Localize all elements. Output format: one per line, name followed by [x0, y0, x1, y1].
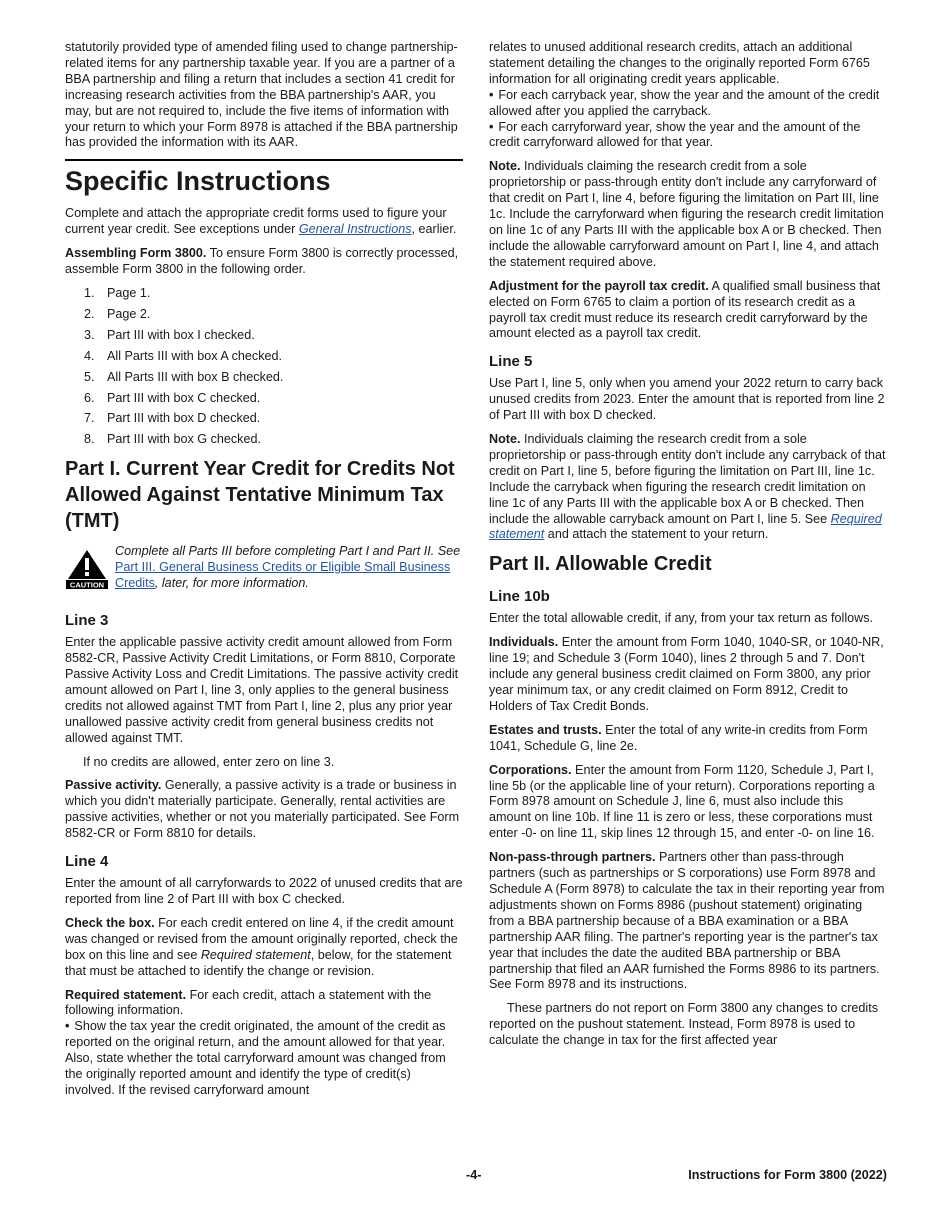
- required-statement-link[interactable]: Required statement: [489, 511, 882, 542]
- required-bullet-2: • For each carryback year, show the year and the amount of the credit allowed after you applied the carryback.: [489, 88, 887, 120]
- line4-paragraph: Enter the amount of all carryforwards to 2022 of unused credits that are reported from line 2 of Part III with box C checked.: [65, 876, 463, 906]
- list-item: 5. All Parts III with box B checked.: [84, 369, 284, 384]
- caution-label: CAUTION: [69, 580, 105, 590]
- line5-heading: Line 5: [489, 353, 533, 371]
- specific-instructions-heading: Specific Instructions: [65, 159, 463, 198]
- part3-link[interactable]: Part III. General Business Credits or Eligible Small Business Credits: [115, 560, 451, 591]
- assembling-paragraph: Assembling Form 3800. To ensure Form 3800 is correctly processed, assemble Form 3800 in the following order.: [65, 246, 459, 277]
- required-bullet-1: • Show the tax year the credit originated, the amount of the credit as reported on the original return, and the amount allowed for that year. Also, state whether the total carryforward amount was changed from the originally reported amount and identify the type of credit(s) involved. If the revised carryforward amount: [65, 1019, 463, 1099]
- right-column: [489, 40, 887, 1057]
- required-statement-paragraph: Required statement. For each credit, attach a statement with the following information.: [65, 987, 432, 1018]
- list-item: 6. Part III with box C checked.: [84, 390, 261, 405]
- non-pass-through-paragraph: Non-pass-through partners. Partners other than pass-through partners (such as partnerships or S corporations) use Form 8978 and Schedule A (Form 8978) to calculate the tax in their reporting year from adjustments shown on Forms 8986 (pushout statement) originating from a BBA partnership because of a BBA examination or a BBA partnership AAR filing. The partner's reporting year is the partner's tax year that includes the date the audited BBA partnership or BBA partnership that filed an AAR furnished the Forms 8986 to its partners. See Form 8978 and its instructions.: [489, 850, 885, 992]
- line10b-heading: Line 10b: [489, 588, 550, 606]
- list-item: 7. Part III with box D checked.: [84, 411, 261, 426]
- caution-icon: [65, 544, 109, 595]
- left-column: [65, 40, 463, 1107]
- assembly-order-list: [65, 286, 463, 448]
- line10b-paragraph: Enter the total allowable credit, if any, from your tax return as follows.: [489, 611, 874, 626]
- passive-activity-paragraph: Passive activity. Generally, a passive activity is a trade or business in which you didn't materially participate. Generally, rental activities are passive activities, whether or not you materially participated. See Form 8582-CR or Form 8810 for details.: [65, 778, 460, 841]
- list-item: 8. Part III with box G checked.: [84, 432, 261, 447]
- line3-heading: Line 3: [65, 612, 109, 630]
- part1-heading: Part I. Current Year Credit for Credits Not Allowed Against Tentative Minimum Tax (TMT): [65, 458, 455, 533]
- caution-text: Complete all Parts III before completing Part I and Part II. See Part III. General Business Credits or Eligible Small Business Credits, later, for more information.: [115, 544, 461, 591]
- list-item: 1. Page 1.: [84, 285, 151, 300]
- corporations-paragraph: Corporations. Enter the amount from Form 1120, Schedule J, Part I, line 5b (or the applicable line of your return). Corporations reporting a Form 8978 amount on Schedule J, line 6, must also include this amount on line 10b. If line 11 is zero or less, these corporations must enter -0- on line 11, skip lines 12 through 15, and enter -0- on line 16.: [489, 762, 875, 841]
- list-item: 4. All Parts III with box A checked.: [84, 348, 282, 363]
- required-bullet-3: • For each carryforward year, show the year and the amount of the credit carryforward allowed for that year.: [489, 120, 887, 152]
- continued-paragraph: relates to unused additional research credits, attach an additional statement detailing the changes to the originally reported Form 6765 information for all originating credit years applicable.: [489, 40, 870, 86]
- intro-paragraph: statutorily provided type of amended filing used to change partnership-related items for any partnership taxable year. If you are a partner of a BBA partnership and filing a return that includes a section 41 credit for increasing research activities from the BBA partnership's AAR, you may, but are not required to, include the five items of information with your return to which your Form 8978 is attached if the BBA partnership has provided the information with its AAR.: [65, 40, 458, 150]
- line4-heading: Line 4: [65, 853, 109, 871]
- payroll-paragraph: Adjustment for the payroll tax credit. A qualified small business that elected on Form 6765 to claim a portion of its research credit as a payroll tax credit must reduce its research credit carryforward by the amount elected as a payroll tax credit.: [489, 278, 881, 341]
- page-number: -4-: [466, 1168, 482, 1182]
- general-instructions-link[interactable]: General Instructions: [298, 222, 412, 237]
- estates-paragraph: Estates and trusts. Enter the total of any write-in credits from Form 1041, Schedule G, line 2e.: [489, 722, 868, 753]
- individuals-paragraph: Individuals. Enter the amount from Form 1040, 1040-SR, or 1040-NR, line 19; and Schedule 3 (Form 1040), lines 2 through 5 and 7. Don't include any general business credit claimed on Form 3800, any prior year minimum tax, or any credit claimed on Form 8912, Credit to Holders of Tax Credit Bonds.: [489, 635, 884, 713]
- document-title-footer: Instructions for Form 3800 (2022): [688, 1168, 887, 1182]
- caution-box: [65, 544, 463, 595]
- note2-paragraph: Note. Individuals claiming the research credit from a sole proprietorship or pass-through entity don't include any carryback of that credit on Part I, line 5, before figuring the limitation on Part III, line 1c. Include the carryback when figuring the research credit limitation on line 1c of any Parts III with the applicable box A or B checked. Then include the allowable carryback amount on Part I, line 5. See Required statement and attach the statement to your return.: [489, 432, 886, 542]
- part2-heading: Part II. Allowable Credit: [489, 553, 712, 576]
- specific-paragraph: Complete and attach the appropriate credit forms used to figure your current year credit. See exceptions under General Instructions, earlier.: [65, 206, 457, 237]
- line3-zero-paragraph: If no credits are allowed, enter zero on line 3.: [83, 754, 335, 769]
- last-paragraph: These partners do not report on Form 3800 any changes to credits reported on the pushout statement. Instead, Form 8978 is used to calculate the change in tax for the first affected year: [489, 1001, 879, 1048]
- note1-paragraph: Note. Individuals claiming the research credit from a sole proprietorship or pass-through entity don't include any carryforward of that credit on Part I, line 4, before figuring the limitation on Part III, line 1c. Include the carryforward when figuring the research credit limitation on line 1c of any Parts III with the applicable box A or B checked. Then include the allowable carryforward amount on Part I, line 4, and attach the statement required above.: [489, 159, 884, 269]
- check-box-paragraph: Check the box. For each credit entered on line 4, if the credit amount was changed or revised from the amount originally reported, check the box on this line and see Required statement, below, for the statement that must be attached to identify the change or revision.: [65, 915, 458, 978]
- list-item: 3. Part III with box I checked.: [84, 327, 255, 342]
- line3-paragraph: Enter the applicable passive activity credit amount allowed from Form 8582-CR, Passive Activity Credit Limitations, or Form 8810, Corporate Passive Activity Loss and Credit Limitations. The passive activity credit amount allowed on Part I, line 3, only applies to the general business credits not allowed against TMT from Part I, line 2, plus any prior year unallowed passive activity credit from general business credits not allowed against TMT.: [65, 635, 459, 745]
- list-item: 2. Page 2.: [84, 306, 151, 321]
- line5-paragraph: Use Part I, line 5, only when you amend your 2022 return to carry back unused credits from 2023. Enter the amount that is reported from line 2 of Part III with box D checked.: [489, 376, 885, 423]
